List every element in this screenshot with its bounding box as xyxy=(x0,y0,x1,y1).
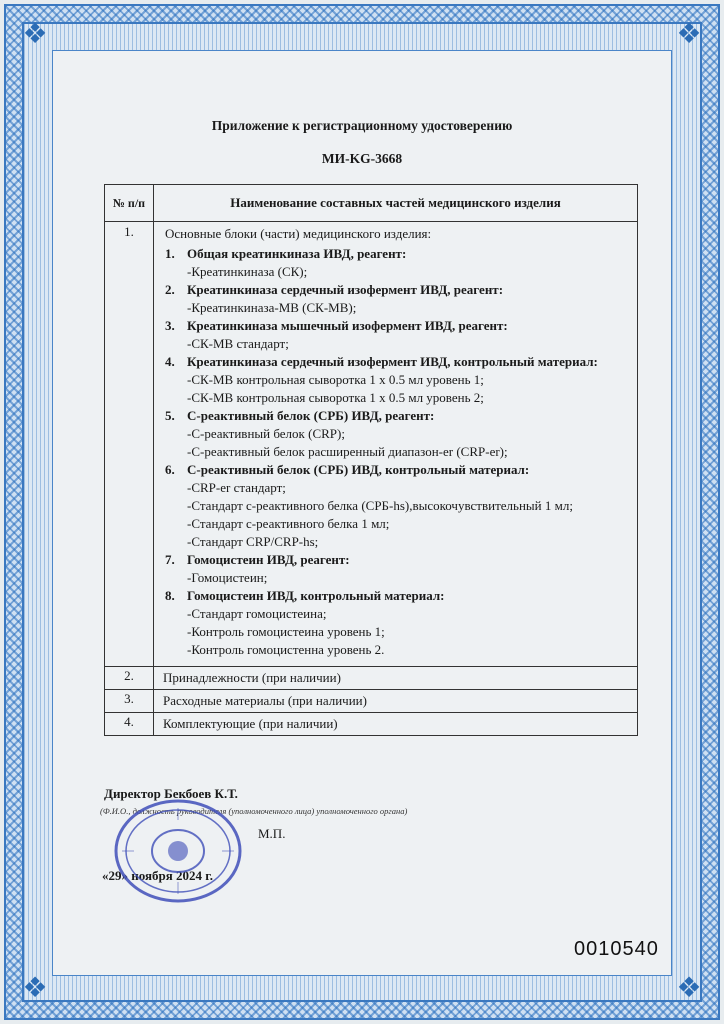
signatory-note: (Ф.И.О., должность руководителя (уполномоченного лица) уполномоченного органа) xyxy=(100,806,408,816)
corner-ornament-icon: ❖ xyxy=(22,19,48,50)
list-item: 7. Гомоцистеин ИВД, реагент: -Гомоцистеин; xyxy=(165,552,350,585)
table-row xyxy=(105,713,638,736)
document-serial-number: 0010540 xyxy=(574,938,659,960)
row-content: Расходные материалы (при наличии) xyxy=(154,690,638,713)
list-item: 1. Общая креатинкиназа ИВД, реагент: -Креатинкиназа (СК); xyxy=(165,246,407,279)
table-row xyxy=(105,667,638,690)
row-num: 3. xyxy=(105,690,154,713)
header-num: № п/п xyxy=(105,185,154,222)
table-header-row xyxy=(105,185,638,222)
list-item: 8. Гомоцистеин ИВД, контрольный материал: -Стандарт гомоцистеина; -Контроль гомоцистеина уровень 1; -Контроль гомоцистенна уровень 2. xyxy=(165,588,445,657)
signatory: Директор Бекбоев К.Т. xyxy=(104,786,238,801)
header-name: Наименование составных частей медицинского изделия xyxy=(154,185,638,222)
row-num: 4. xyxy=(105,713,154,736)
official-seal-icon xyxy=(108,796,248,906)
table-row xyxy=(105,222,638,667)
row-num: 1. xyxy=(105,222,154,667)
issue-date: «29» ноября 2024 г. xyxy=(102,868,213,883)
document-number: МИ-KG-3668 xyxy=(321,151,403,166)
list-item: 3. Креатинкиназа мышечный изофермент ИВД, реагент: -СК-МВ стандарт; xyxy=(165,318,508,351)
corner-ornament-icon: ❖ xyxy=(676,19,702,50)
corner-ornament-icon: ❖ xyxy=(676,973,702,1004)
row-num: 2. xyxy=(105,667,154,690)
table-row xyxy=(105,690,638,713)
row-content: Комплектующие (при наличии) xyxy=(154,713,638,736)
list-item: 5. С-реактивный белок (СРБ) ИВД, реагент: -С-реактивный белок (CRP); -С-реактивный белок расширенный диапазон-er (CRP-er); xyxy=(165,408,508,459)
list-item: 6. С-реактивный белок (СРБ) ИВД, контрольный материал: -CRP-er стандарт; -Стандарт с-реактивного белка (СРБ-hs),высокочувствительный 1 мл; -Стандарт с-реактивного белка 1 мл; -Стандарт CRP/CRP-hs; xyxy=(165,462,573,549)
corner-ornament-icon: ❖ xyxy=(22,973,48,1004)
document-title: Приложение к регистрационному удостоверению xyxy=(211,118,513,133)
stamp-place-label: М.П. xyxy=(258,826,286,841)
block-intro: Основные блоки (части) медицинского изделия: xyxy=(165,226,432,241)
list-item: 2. Креатинкиназа сердечный изофермент ИВД, реагент: -Креатинкиназа-МВ (СК-МВ); xyxy=(165,282,504,315)
list-item: 4. Креатинкиназа сердечный изофермент ИВД, контрольный материал: -СК-МВ контрольная сыворотка 1 x 0.5 мл уровень 1; -СК-МВ контрольная сыворотка 1 x 0.5 мл уровень 2; xyxy=(165,354,598,405)
parts-table xyxy=(104,184,638,736)
row-content: Принадлежности (при наличии) xyxy=(154,667,638,690)
row-content xyxy=(154,222,638,667)
